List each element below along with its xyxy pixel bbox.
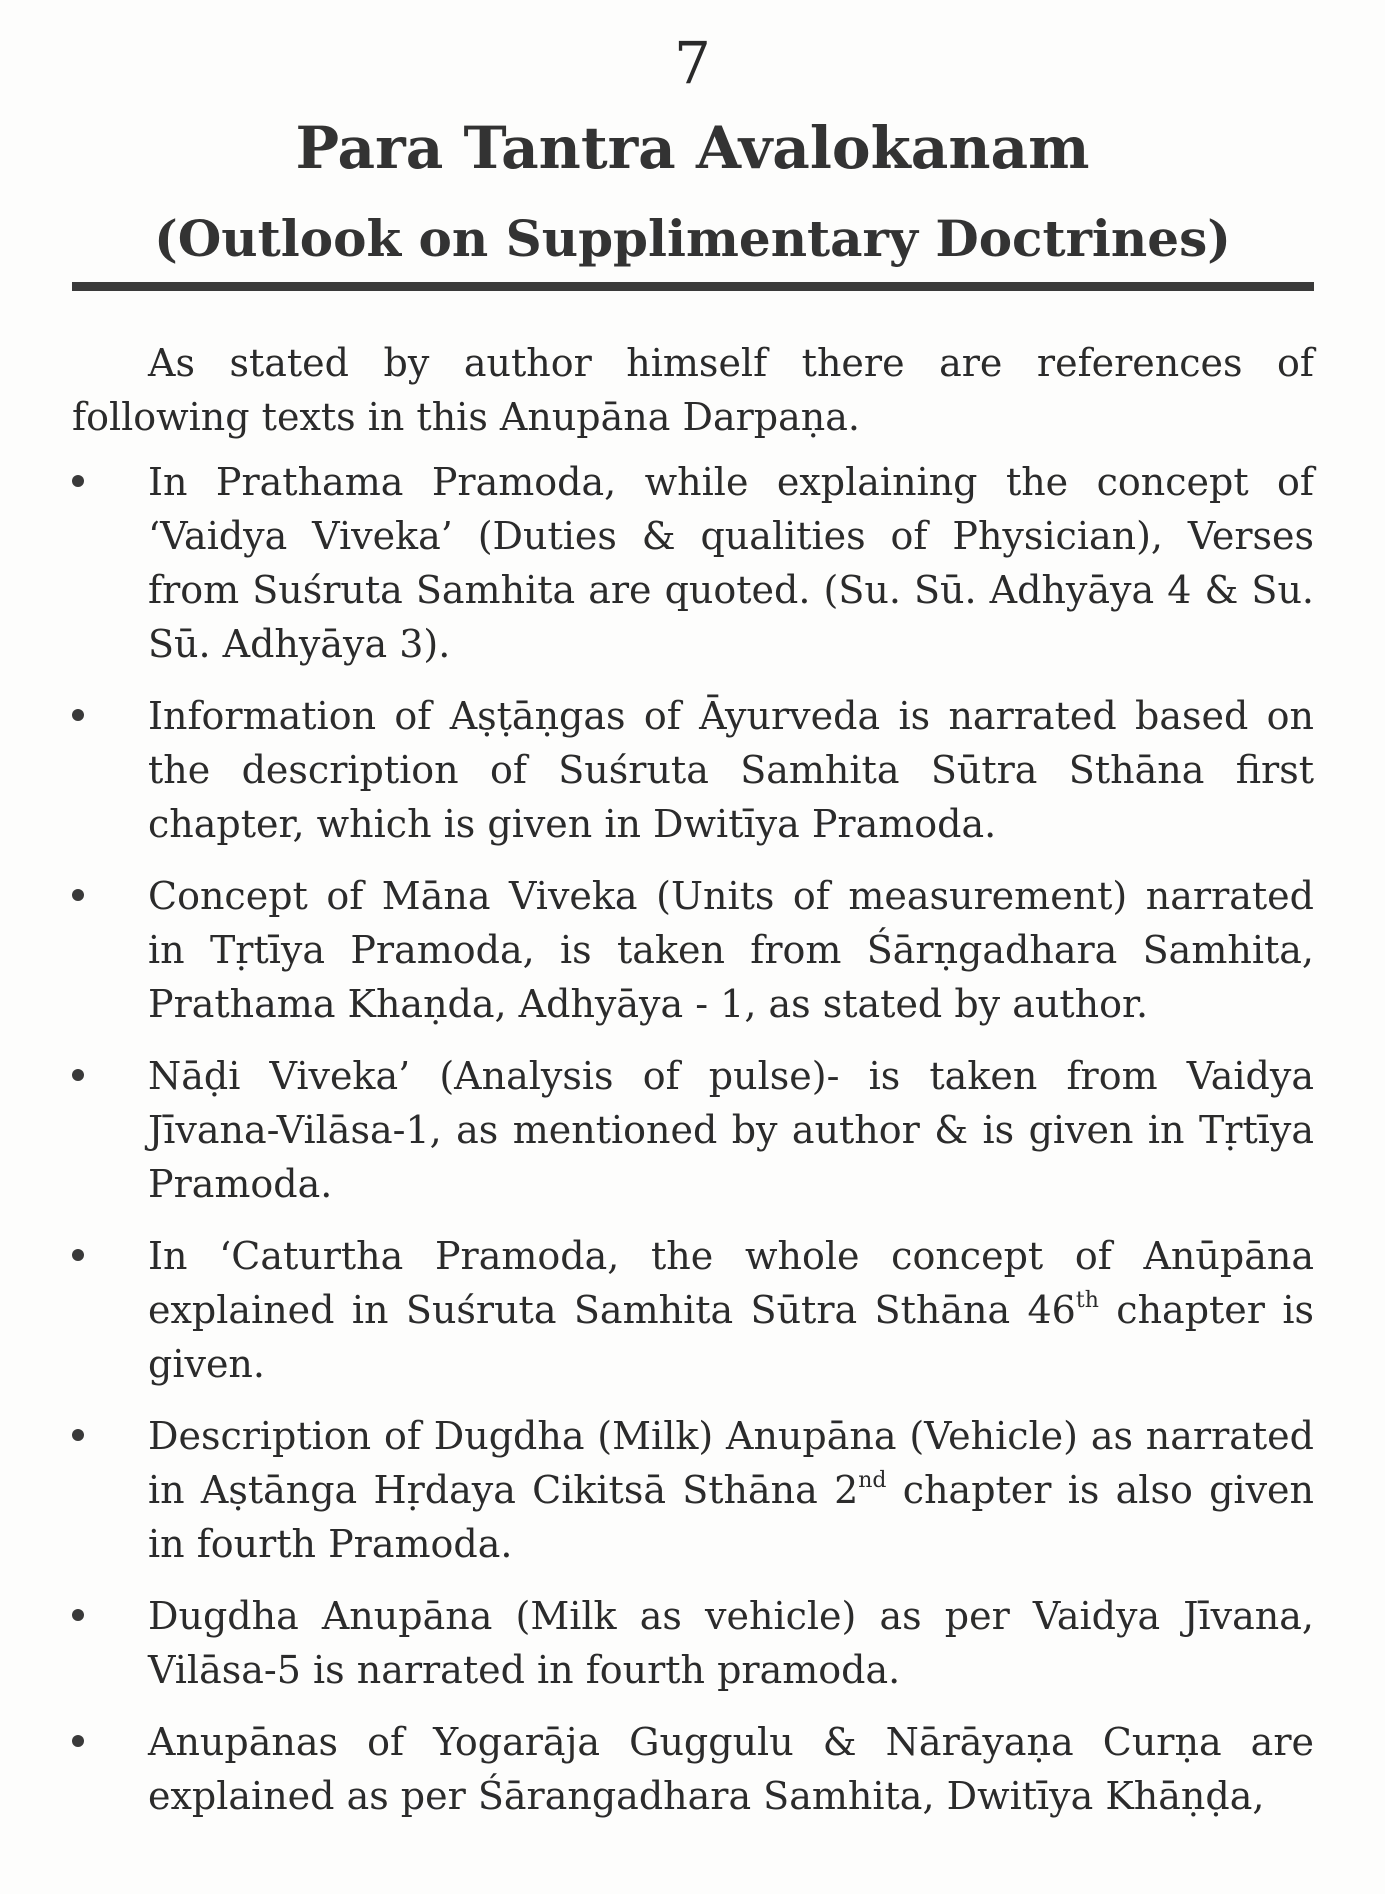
list-item-text: Concept of Māna Viveka (Units of measurement) narrated in Tṛtīya Pramoda, is taken from Śārṇgadhara Samhita, Prathama Khaṇda, Adhyāya - 1, as stated by author. [148, 874, 1314, 1026]
list-item-text-end: chapter is given. [148, 1288, 1314, 1386]
list-item [0, 689, 1385, 851]
list-item-text: In Prathama Pramoda, while explaining the concept of ‘Vaidya Viveka’ (Duties & qualities of Physician), Verses from Suśruta Samhita are quoted. (Su. Sū. Adhyāya 4 & Su. Sū. Adhyāya 3). [148, 460, 1314, 666]
list-item [0, 1409, 1385, 1571]
bullet-icon [72, 889, 84, 901]
list-item-text: Dugdha Anupāna (Milk as vehicle) as per Vaidya Jīvana, Vilāsa-5 is narrated in fourth pramoda. [148, 1594, 1314, 1692]
list-item-text: Information of Aṣṭāṇgas of Āyurveda is narrated based on the description of Suśruta Samhita Sūtra Sthāna first chapter, which is given in Dwitīya Pramoda. [148, 694, 1314, 846]
list-item [0, 1715, 1385, 1823]
list-item-text-start: In ‘Caturtha Pramoda, the whole concept of Anūpāna explained in Suśruta Samhita Sūtra Sthāna 46 [148, 1234, 1314, 1332]
bullet-icon [72, 1069, 84, 1081]
bullet-icon [72, 1609, 84, 1621]
ordinal-suffix: th [1075, 1288, 1099, 1313]
bullet-icon [72, 1249, 84, 1261]
list-item [0, 1229, 1385, 1391]
list-item-text-end: chapter is also given in fourth Pramoda. [148, 1468, 1315, 1566]
chapter-number: 7 [674, 29, 711, 97]
list-item-text-start: Description of Dugdha (Milk) Anupāna (Vehicle) as narrated in Aṣtānga Hṛdaya Cikitsā Sthāna 2 [148, 1414, 1314, 1512]
bullet-icon [72, 709, 84, 721]
list-item [0, 455, 1385, 671]
list-item [0, 1589, 1385, 1697]
bullet-icon [72, 1735, 84, 1747]
title-divider [72, 282, 1314, 291]
bullet-icon [72, 1429, 84, 1441]
list-item-text: Nāḍi Viveka’ (Analysis of pulse)- is taken from Vaidya Jīvana-Vilāsa-1, as mentioned by author & is given in Tṛtīya Pramoda. [148, 1054, 1314, 1206]
list-item-text [148, 1229, 1314, 1391]
list-item-text: Anupānas of Yogarāja Guggulu & Nārāyaṇa Curṇa are explained as per Śārangadhara Samhita, Dwitīya Khāṇḍa, [148, 1720, 1314, 1818]
list-item-text [148, 1409, 1314, 1571]
bullet-icon [72, 475, 84, 487]
reference-list [0, 455, 1385, 1841]
chapter-subtitle: (Outlook on Supplimentary Doctrines) [154, 209, 1231, 268]
list-item [0, 1049, 1385, 1211]
chapter-title: Para Tantra Avalokanam [295, 114, 1090, 182]
intro-paragraph: As stated by author himself there are references of following texts in this Anupāna Darpaṇa. [72, 341, 1314, 439]
list-item [0, 869, 1385, 1031]
ordinal-suffix: nd [858, 1468, 887, 1493]
